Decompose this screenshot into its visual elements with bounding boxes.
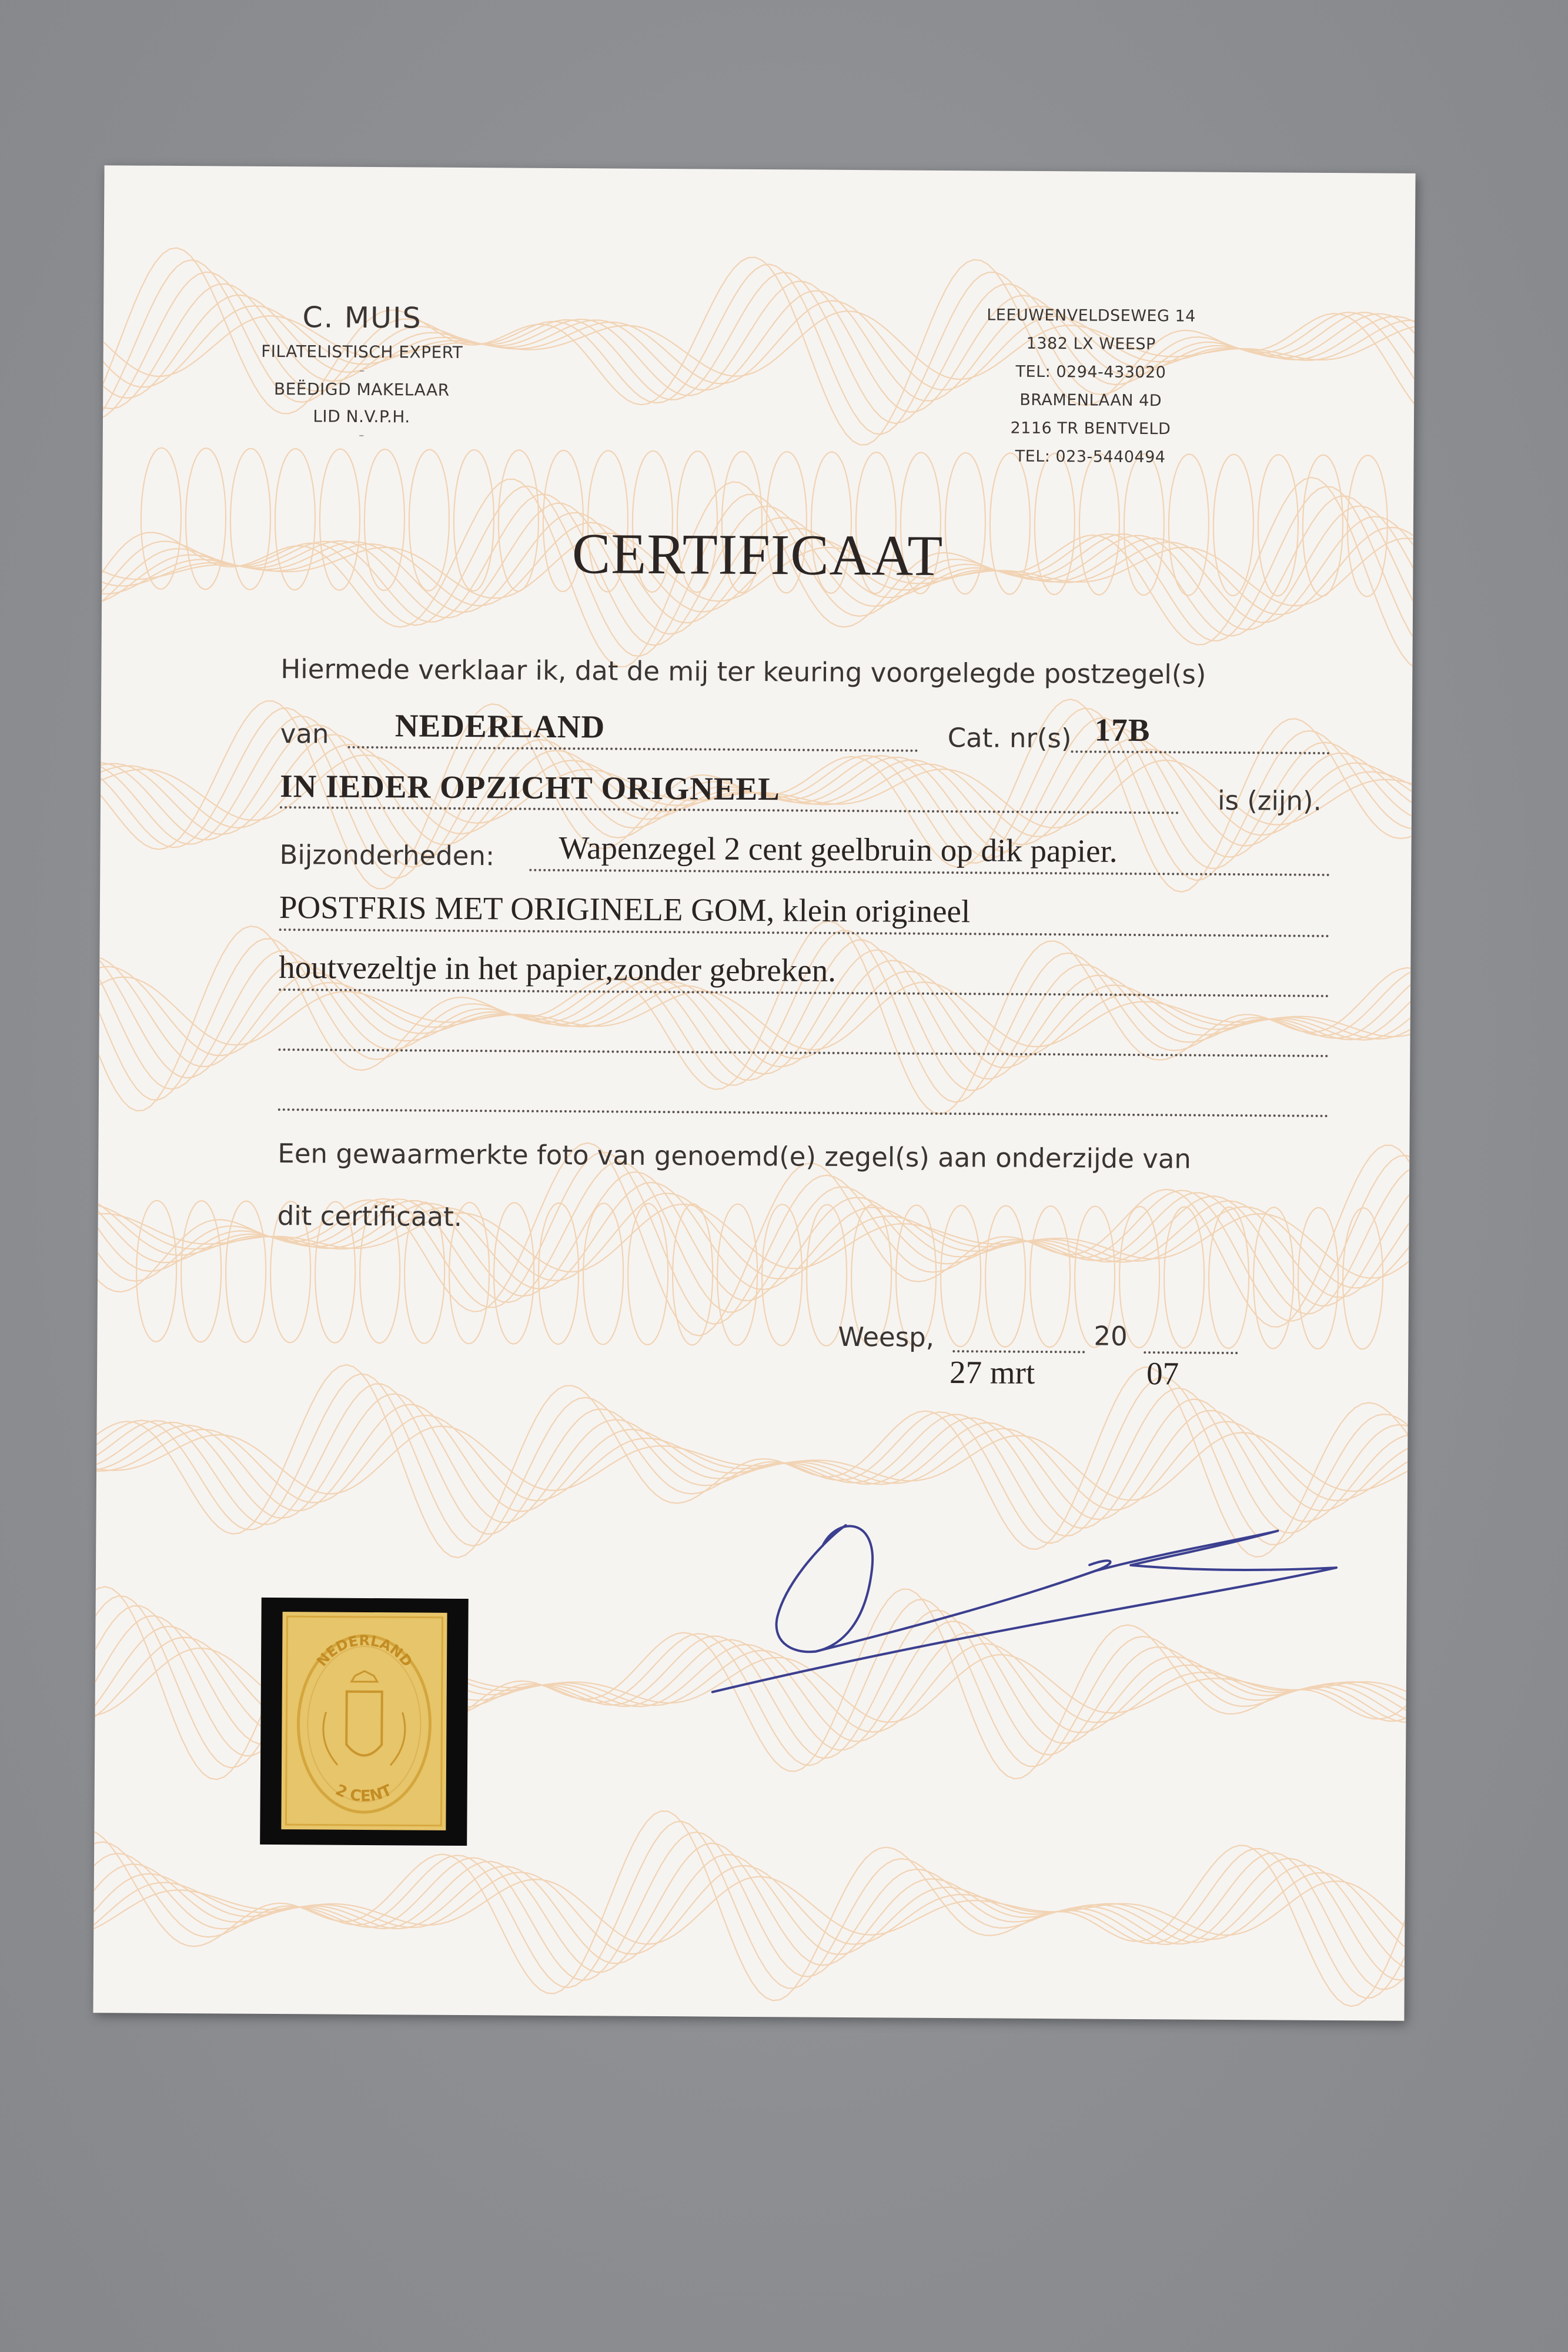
- address-line: TEL: 023-5440494: [1015, 447, 1166, 467]
- broker-title: BEËDIGD MAKELAAR: [273, 379, 450, 400]
- date-year: 07: [1146, 1355, 1179, 1392]
- details-line-1: Wapenzegel 2 cent geelbruin op dik papier.: [559, 829, 1118, 869]
- address-line: 2116 TR BENTVELD: [1010, 419, 1171, 439]
- details-line-2: POSTFRIS MET ORIGINELE GOM, klein origineel: [279, 889, 971, 930]
- svg-text:NEDERLAND: [313, 1632, 416, 1670]
- details-label: Bijzonderheden:: [279, 839, 495, 872]
- details-line-3: houtvezeltje in het papier,zonder gebreken.: [279, 949, 837, 988]
- stamp-bottom-text: 2 CENT: [332, 1781, 395, 1806]
- stamp-photo: [260, 1598, 469, 1846]
- cat-label: Cat. nr(s): [947, 721, 1072, 754]
- intro-line: Hiermede verklaar ik, dat de mij ter keuring voorgelegde postzegel(s): [280, 653, 1206, 690]
- century-label: 20: [1094, 1320, 1128, 1352]
- divider-mark: –: [359, 429, 365, 442]
- photo-note-line-1: Een gewaarmerkte foto van genoemd(e) zegel(s) aan onderzijde van: [278, 1138, 1192, 1175]
- document-title: CERTIFICAAT: [571, 522, 944, 588]
- date-day-month: 27 mrt: [949, 1354, 1035, 1391]
- photo-note-line-2: dit certificaat.: [277, 1200, 463, 1232]
- place-label: Weesp,: [838, 1321, 935, 1353]
- stamp-design: [281, 1612, 447, 1830]
- expert-name: C. MUIS: [302, 300, 422, 335]
- address-line: BRAMENLAAN 4D: [1019, 390, 1162, 410]
- divider-mark: –: [359, 364, 365, 377]
- membership: LID N.V.P.H.: [313, 406, 410, 427]
- country-value: NEDERLAND: [394, 707, 606, 745]
- stamp-image: [281, 1612, 447, 1830]
- certificate-sheet: [93, 165, 1415, 2021]
- van-label: van: [280, 718, 329, 750]
- stamp-top-text: NEDERLAND: [313, 1632, 416, 1671]
- is-label: is (zijn).: [1217, 784, 1322, 817]
- address-line: LEEUWENVELDSEWEG 14: [987, 306, 1196, 326]
- svg-text:2 CENT: [333, 1781, 395, 1805]
- expert-title: FILATELISTISCH EXPERT: [261, 341, 463, 362]
- verdict-value: IN IEDER OPZICHT ORIGNEEL: [279, 768, 781, 807]
- address-line: TEL: 0294-433020: [1015, 362, 1166, 382]
- address-line: 1382 LX WEESP: [1026, 334, 1156, 354]
- cat-number-value: 17B: [1094, 711, 1151, 749]
